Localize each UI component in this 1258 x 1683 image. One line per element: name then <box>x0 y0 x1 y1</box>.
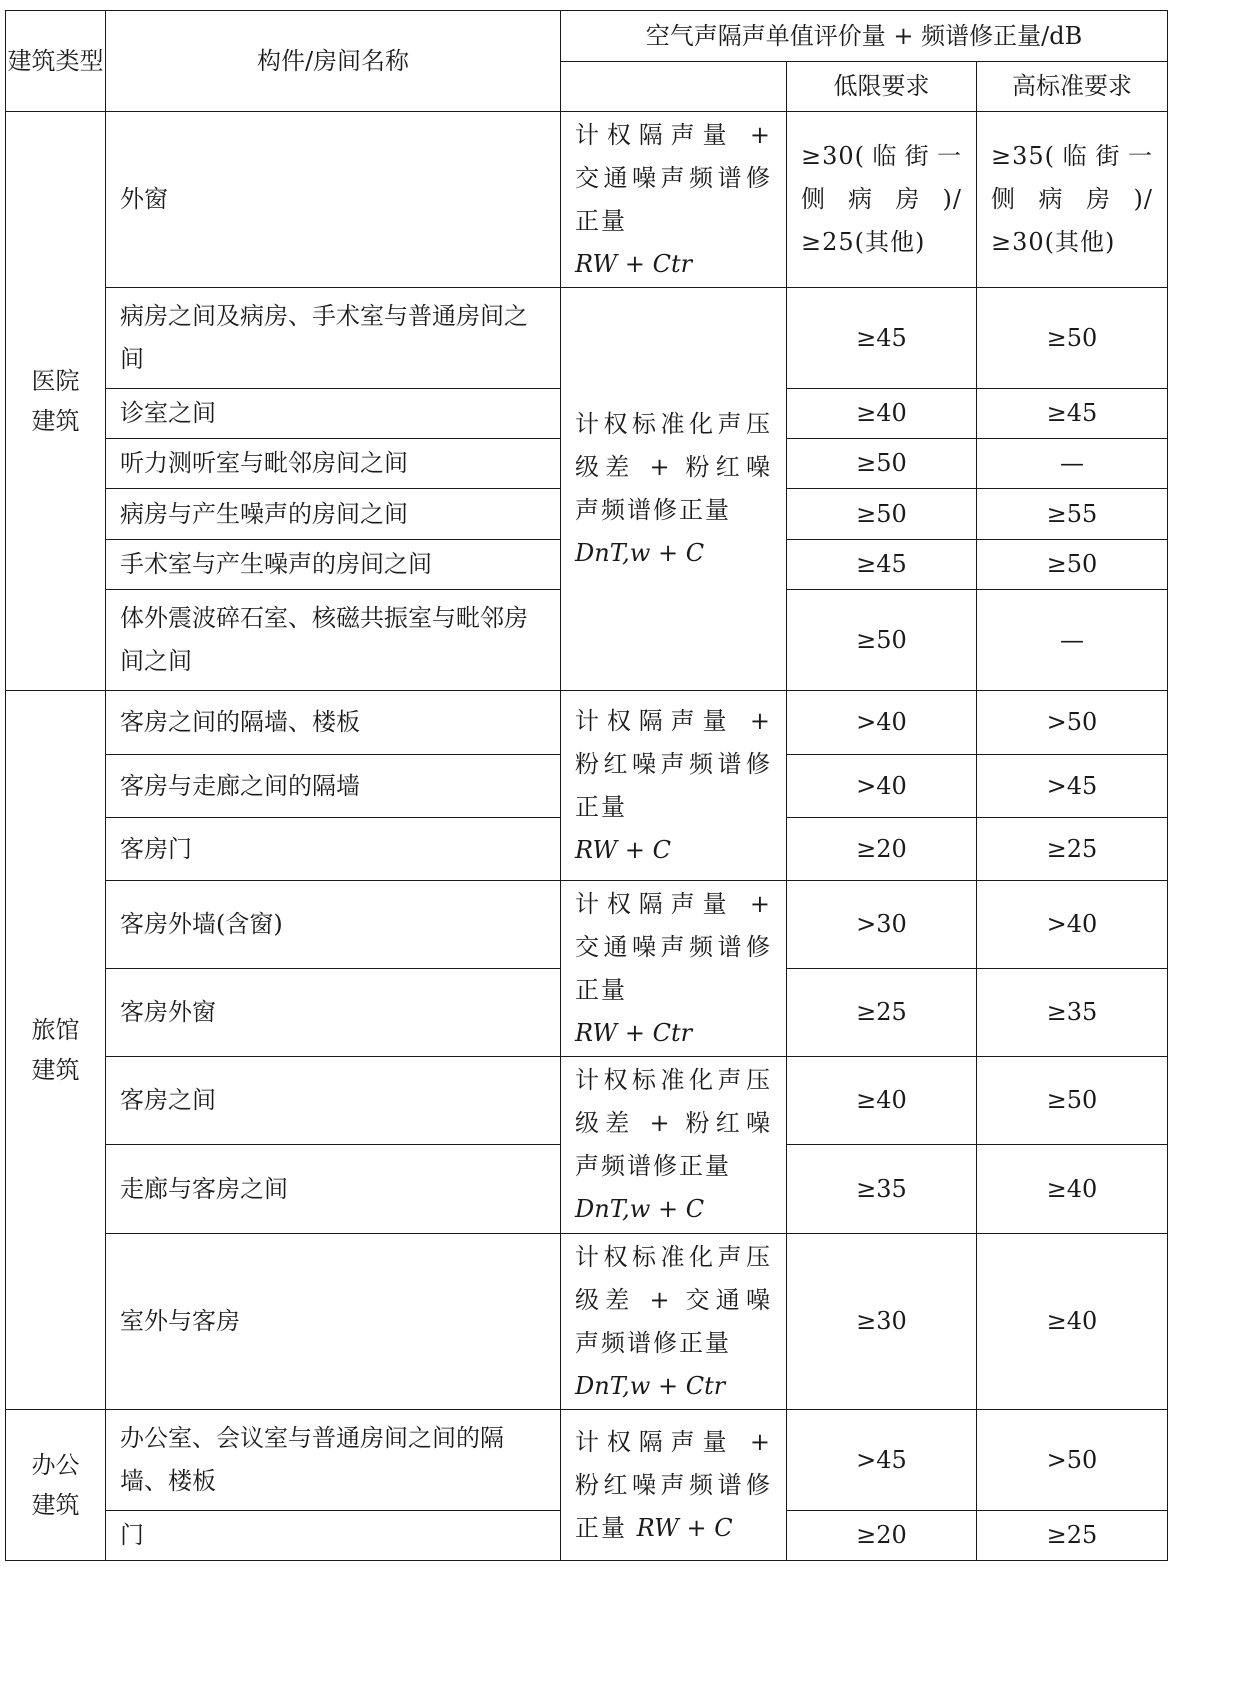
low-requirement: >30 <box>787 881 977 969</box>
metric-cell: 计权隔声量 + 粉红噪声频谱修正量 RW + C <box>561 1410 787 1561</box>
metric-cell: 计权隔声量 + 粉红噪声频谱修正量 RW + C <box>561 691 787 881</box>
table-row <box>6 112 1168 288</box>
high-requirement: >40 <box>977 881 1168 969</box>
room-name: 客房与走廊之间的隔墙 <box>106 755 561 818</box>
room-name: 门 <box>106 1511 561 1561</box>
low-requirement: ≥50 <box>787 489 977 540</box>
room-name: 客房之间 <box>106 1057 561 1145</box>
table-row <box>6 288 1168 389</box>
room-name: 体外震波碎石室、核磁共振室与毗邻房间之间 <box>106 590 561 691</box>
building-type-office: 办公建筑 <box>6 1410 106 1561</box>
high-requirement: — <box>977 439 1168 489</box>
header-rating: 空气声隔声单值评价量 + 频谱修正量/dB <box>561 11 1168 62</box>
high-requirement: ≥50 <box>977 1057 1168 1145</box>
room-name: 听力测听室与毗邻房间之间 <box>106 439 561 489</box>
low-requirement: ≥20 <box>787 1511 977 1561</box>
room-name: 客房之间的隔墙、楼板 <box>106 691 561 755</box>
room-name: 客房门 <box>106 818 561 881</box>
room-name: 客房外窗 <box>106 969 561 1057</box>
high-requirement: ≥25 <box>977 1511 1168 1561</box>
high-requirement: — <box>977 590 1168 691</box>
high-requirement: ≥50 <box>977 288 1168 389</box>
high-requirement: >50 <box>977 1410 1168 1511</box>
low-requirement: ≥45 <box>787 540 977 590</box>
low-requirement: >40 <box>787 755 977 818</box>
high-requirement: ≥40 <box>977 1145 1168 1234</box>
table-row <box>6 1057 1168 1145</box>
metric-cell: 计权隔声量 + 交通噪声频谱修正量 RW + Ctr <box>561 112 787 288</box>
metric-cell: 计权标准化声压级差 + 粉红噪声频谱修正量 DnT,w + C <box>561 288 787 691</box>
table-row <box>6 881 1168 969</box>
high-requirement: ≥40 <box>977 1234 1168 1410</box>
low-requirement: ≥25 <box>787 969 977 1057</box>
room-name: 病房之间及病房、手术室与普通房间之间 <box>106 288 561 389</box>
high-requirement: ≥45 <box>977 389 1168 439</box>
low-requirement: ≥40 <box>787 1057 977 1145</box>
low-requirement: ≥50 <box>787 590 977 691</box>
high-requirement: >45 <box>977 755 1168 818</box>
header-component-room: 构件/房间名称 <box>106 11 561 112</box>
table-row <box>6 1234 1168 1410</box>
sound-insulation-table <box>5 10 1168 1561</box>
table-row <box>6 1410 1168 1511</box>
building-type-hospital: 医院建筑 <box>6 112 106 691</box>
low-requirement: >40 <box>787 691 977 755</box>
building-type-hotel: 旅馆建筑 <box>6 691 106 1410</box>
low-requirement: ≥20 <box>787 818 977 881</box>
low-requirement: ≥45 <box>787 288 977 389</box>
header-low-requirement: 低限要求 <box>787 62 977 112</box>
room-name: 走廊与客房之间 <box>106 1145 561 1234</box>
room-name: 外窗 <box>106 112 561 288</box>
table-row <box>6 691 1168 755</box>
high-requirement: ≥50 <box>977 540 1168 590</box>
high-requirement: ≥35(临街一侧病房)/≥30(其他) <box>977 112 1168 288</box>
metric-cell: 计权标准化声压级差 + 粉红噪声频谱修正量 DnT,w + C <box>561 1057 787 1234</box>
header-building-type: 建筑类型 <box>6 11 106 112</box>
metric-cell: 计权标准化声压级差 + 交通噪声频谱修正量 DnT,w + Ctr <box>561 1234 787 1410</box>
room-name: 病房与产生噪声的房间之间 <box>106 489 561 540</box>
low-requirement: >45 <box>787 1410 977 1511</box>
low-requirement: ≥40 <box>787 389 977 439</box>
metric-cell: 计权隔声量 + 交通噪声频谱修正量 RW + Ctr <box>561 881 787 1057</box>
high-requirement: ≥55 <box>977 489 1168 540</box>
room-name: 诊室之间 <box>106 389 561 439</box>
low-requirement: ≥50 <box>787 439 977 489</box>
room-name: 办公室、会议室与普通房间之间的隔墙、楼板 <box>106 1410 561 1511</box>
header-high-requirement: 高标准要求 <box>977 62 1168 112</box>
room-name: 手术室与产生噪声的房间之间 <box>106 540 561 590</box>
low-requirement: ≥30 <box>787 1234 977 1410</box>
low-requirement: ≥35 <box>787 1145 977 1234</box>
low-requirement: ≥30(临街一侧病房)/≥25(其他) <box>787 112 977 288</box>
high-requirement: ≥25 <box>977 818 1168 881</box>
room-name: 客房外墙(含窗) <box>106 881 561 969</box>
room-name: 室外与客房 <box>106 1234 561 1410</box>
header-empty-cell <box>561 62 787 112</box>
high-requirement: ≥35 <box>977 969 1168 1057</box>
high-requirement: >50 <box>977 691 1168 755</box>
